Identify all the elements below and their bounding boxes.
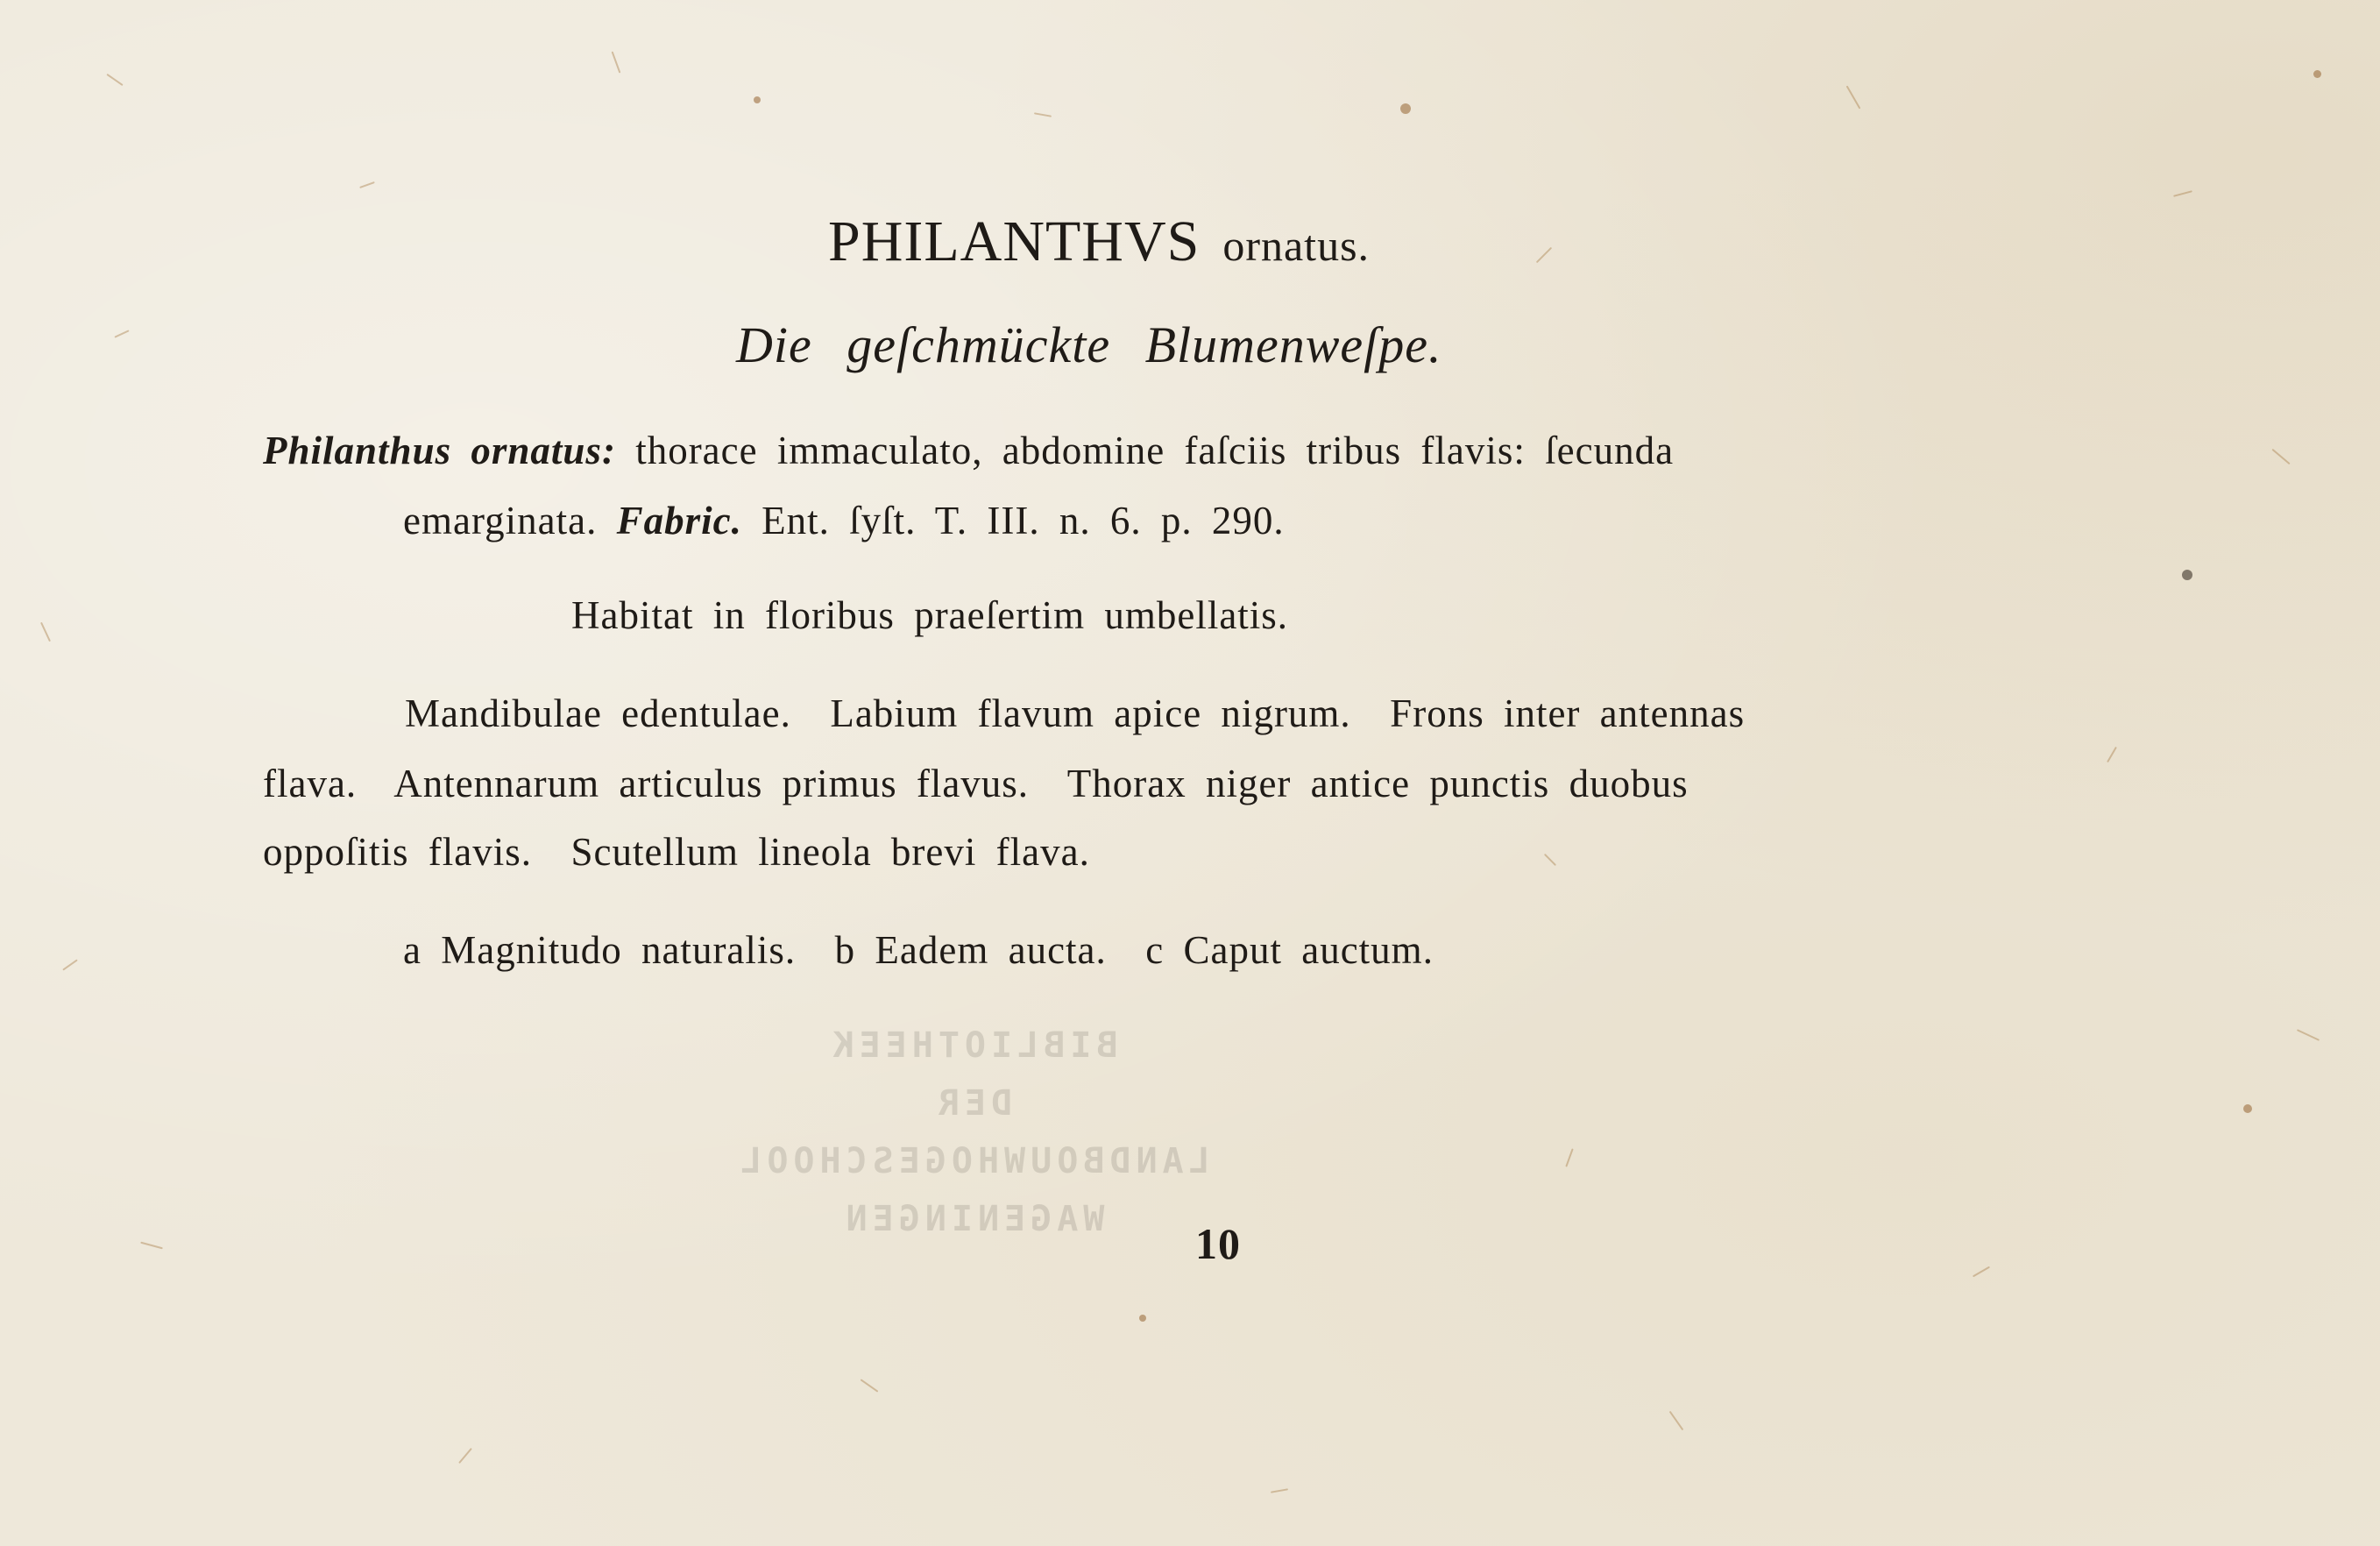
paper-fiber: [1565, 1148, 1573, 1167]
paper-fiber: [1973, 1266, 1990, 1278]
library-stamp-bleedthrough: [666, 1017, 1279, 1306]
paper-speck: [1139, 1315, 1146, 1322]
paper-fiber: [2297, 1029, 2320, 1041]
paper-speck: [2182, 570, 2192, 580]
paper-speck: [1400, 103, 1411, 114]
page-number: 10: [1195, 1219, 1241, 1268]
paper-fiber: [140, 1242, 163, 1250]
figure-legend: a Magnitudo naturalis. b Eadem aucta. c Caput auctum.: [403, 928, 1434, 972]
paper-fiber: [2173, 190, 2192, 197]
stamp-line: LANDBOUWHOGESCHOOL: [735, 1141, 1210, 1181]
paper-fiber: [62, 959, 78, 970]
paper-fiber: [114, 330, 129, 337]
page-title: [828, 209, 1370, 275]
diagnosis-line-1: [263, 428, 1674, 473]
description-line-2: flava. Antennarum articulus primus flavus. Thorax niger antice punctis duobus: [263, 762, 1689, 805]
author-citation: Fabric.: [616, 499, 742, 543]
paper-fiber: [861, 1379, 879, 1392]
stamp-line: DER: [932, 1083, 1013, 1124]
paper-speck: [754, 96, 761, 103]
title-genus: PHILANTHVS: [828, 209, 1201, 273]
paper-fiber: [612, 51, 621, 73]
diagnosis-text-1: thorace immaculato, abdomine faſciis tribus flavis: ſecunda: [635, 429, 1675, 472]
paper-fiber: [1544, 854, 1556, 866]
diagnosis-text-2a: emarginata.: [403, 499, 598, 543]
description-line-1: Mandibulae edentulae. Labium flavum apice nigrum. Frons inter antennas: [405, 691, 1746, 735]
diagnosis-text-2b: Ent. ſyſt. T. III. n. 6. p. 290.: [761, 499, 1285, 543]
stamp-line: WAGENINGEN: [840, 1199, 1105, 1239]
diagnosis-line-2: [403, 498, 1285, 543]
paper-fiber: [106, 74, 123, 86]
paper-fiber: [2107, 747, 2117, 762]
title-species: ornatus.: [1222, 221, 1371, 270]
description-line-3: oppoſitis flavis. Scutellum lineola brevi flava.: [263, 830, 1090, 874]
habitat-line: Habitat in floribus praeſertim umbellatis.: [571, 593, 1289, 637]
paper-fiber: [1271, 1488, 1288, 1493]
stamp-line: BIBLIOTHEEK: [827, 1025, 1118, 1066]
species-name: Philanthus ornatus:: [263, 429, 616, 472]
paper-speck: [2243, 1104, 2252, 1113]
paper-fiber: [40, 622, 51, 642]
paper-fiber: [458, 1448, 472, 1464]
paper-speck: [2313, 70, 2321, 78]
paper-fiber: [1669, 1411, 1684, 1430]
paper-fiber: [1034, 112, 1052, 117]
paper-fiber: [2271, 449, 2290, 465]
paper-fiber: [359, 181, 375, 188]
subtitle: Die geſchmückte Blumenweſpe.: [736, 316, 1442, 373]
paper-fiber: [1846, 86, 1861, 110]
paper-fiber: [1536, 247, 1552, 263]
